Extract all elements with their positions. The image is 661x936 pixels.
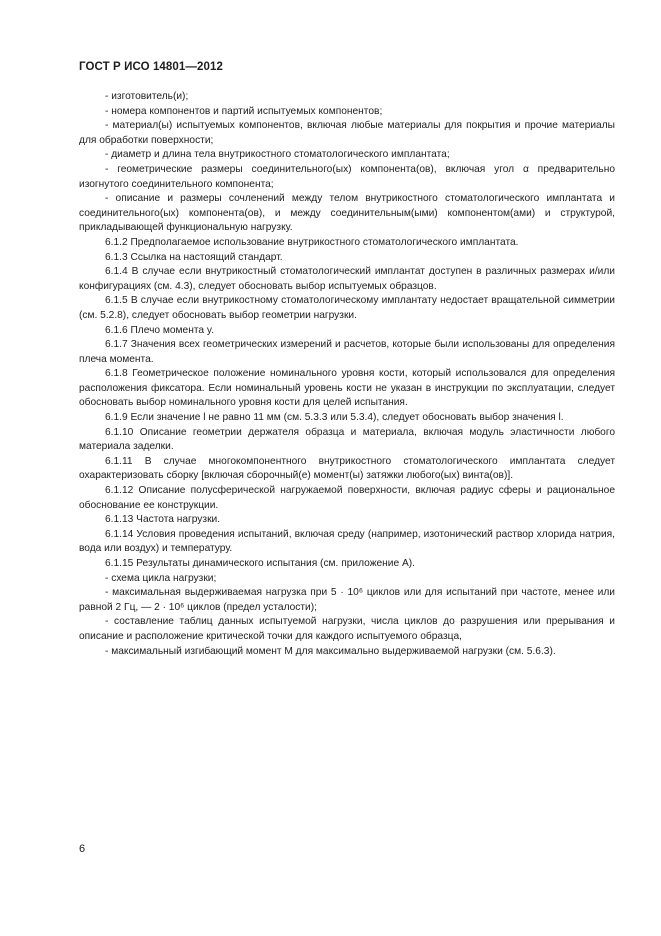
list-item: - изготовитель(и); <box>105 91 189 102</box>
list-item: - максимальная выдерживаемая нагрузка при 5 · 10⁶ циклов или для испытаний при частоте, менее или равной 2 Гц, — 2 · 10⁶ циклов (предел усталости); <box>79 587 615 613</box>
list-item: - составление таблиц данных испытуемой нагрузки, числа циклов до разрушения или прерывания и описание и расположение критической точки для каждого испытуемого образца, <box>79 616 615 642</box>
list-item: - схема цикла нагрузки; <box>105 572 217 584</box>
clause-6-1-7: 6.1.7 Значения всех геометрических измерений и расчетов, которые были использованы для определения плеча момента. <box>79 339 615 365</box>
list-item: - геометрические размеры соединительного(ых) компонента(ов), включая угол α предварительно изогнутого соединительного компонента; <box>79 163 615 190</box>
clause-6-1-3: 6.1.3 Ссылка на настоящий стандарт. <box>105 251 283 263</box>
clause-6-1-15: 6.1.15 Результаты динамического испытания (см. приложение А). <box>105 558 415 569</box>
page-number: 6 <box>79 843 86 855</box>
document-body <box>79 90 615 659</box>
clause-6-1-14: 6.1.14 Условия проведения испытаний, включая среду (например, изотонический раствор хлорида натрия, вода или воздух) и температуру. <box>79 528 615 555</box>
list-item: - описание и размеры сочленений между телом внутрикостного стоматологического имплантата и соединительного(ых) компонента(ов), и между соединительным(ыми) компонентом(ами) и структурой, прикладывающей функциональную нагрузку. <box>79 193 615 234</box>
list-item: - материал(ы) испытуемых компонентов, включая любые материалы для покрытия и прочие материалы для обработки поверхности; <box>79 120 615 146</box>
clause-6-1-13: 6.1.13 Частота нагрузки. <box>105 514 221 526</box>
clause-6-1-4: 6.1.4 В случае если внутрикостный стоматологический имплантат доступен в различных размерах и/или конфигурациях (см. 4.3), следует обосновать выбор испытуемых образцов. <box>79 266 615 292</box>
clause-6-1-11: 6.1.11 В случае многокомпонентного внутрикостного стоматологического имплантата следует охарактеризовать сборку [включая сборочный(е) момент(ы) затяжки любого(ых) винта(ов)]. <box>79 455 615 482</box>
document-header: ГОСТ Р ИСО 14801—2012 <box>79 61 224 73</box>
clause-6-1-2: 6.1.2 Предполагаемое использование внутрикостного стоматологического имплантата. <box>105 236 519 248</box>
list-item: - максимальный изгибающий момент M для максимально выдерживаемой нагрузки (см. 5.6.3). <box>105 645 556 657</box>
clause-6-1-6: 6.1.6 Плечо момента y. <box>105 324 215 336</box>
list-item: - диаметр и длина тела внутрикостного стоматологического имплантата; <box>105 149 450 161</box>
clause-6-1-10: 6.1.10 Описание геометрии держателя образца и материала, включая модуль эластичности любого материала заделки. <box>79 426 615 453</box>
clause-6-1-8: 6.1.8 Геометрическое положение номинального уровня кости, который использовался для определения расположения фиксатора. Если номинальный уровень кости не указан в инструкции по эксплуатации, следует обосновать выбор номинального уровня кости для целей испытания. <box>79 368 615 409</box>
clause-6-1-9: 6.1.9 Если значение l не равно 11 мм (см. 5.3.3 или 5.3.4), следует обосновать выбор значения l. <box>105 412 564 424</box>
list-item: - номера компонентов и партий испытуемых компонентов; <box>105 105 383 117</box>
clause-6-1-5: 6.1.5 В случае если внутрикостному стоматологическому имплантату недостает вращательной симметрии (см. 5.2.8), следует обосновать выбор геометрии нагрузки. <box>79 295 615 321</box>
clause-6-1-12: 6.1.12 Описание полусферической нагружаемой поверхности, включая радиус сферы и рациональное обоснование ее конструкции. <box>79 485 615 511</box>
